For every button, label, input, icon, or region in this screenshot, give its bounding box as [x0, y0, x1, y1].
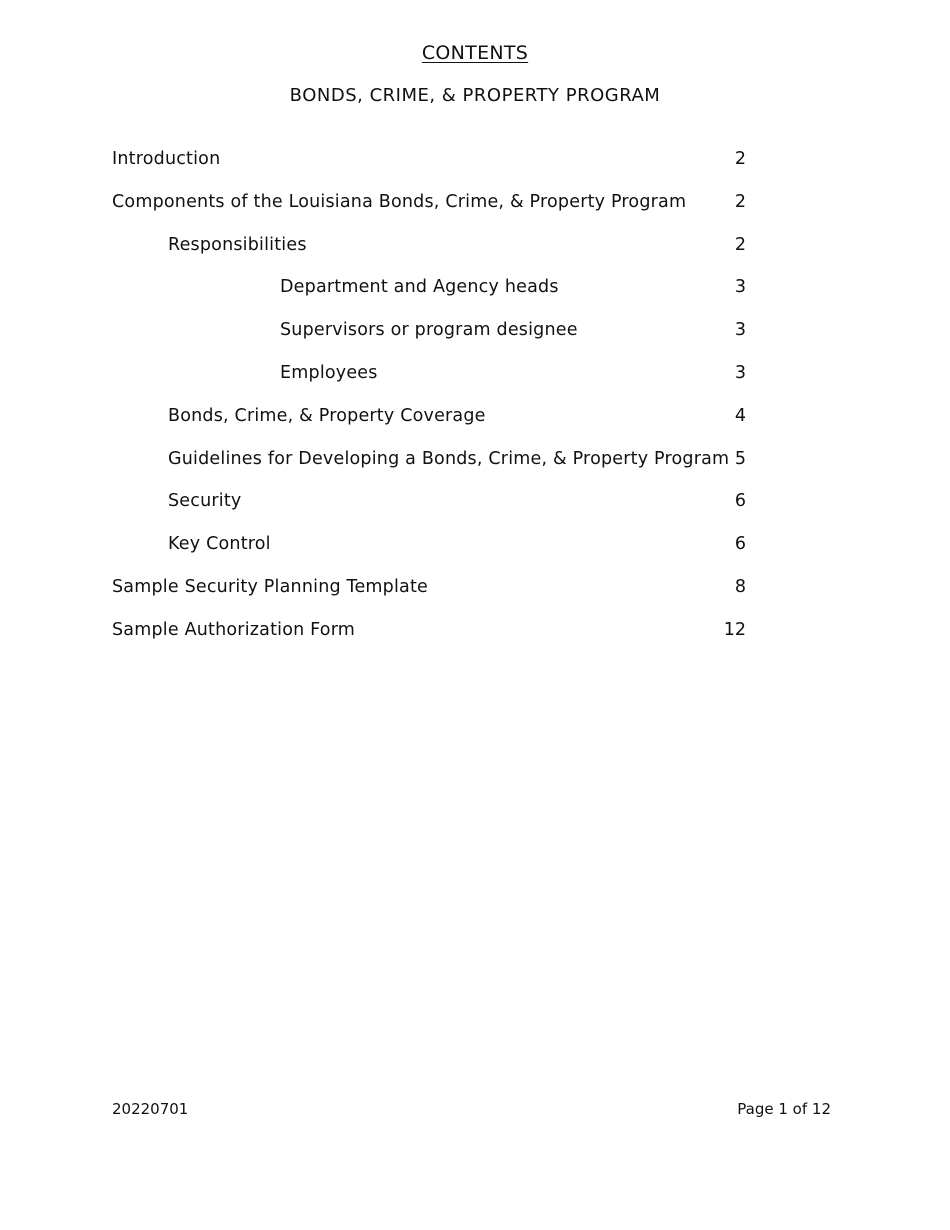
table-of-contents	[112, 146, 752, 660]
toc-entry-label: Key Control	[168, 534, 271, 555]
toc-entry-label: Security	[168, 491, 242, 512]
toc-entry-responsibilities[interactable]	[112, 232, 752, 275]
toc-entry-key-control[interactable]	[112, 531, 752, 574]
toc-entry-label: Responsibilities	[168, 234, 307, 255]
toc-entry-supervisors[interactable]	[112, 317, 752, 360]
toc-entry-label: Introduction	[112, 149, 221, 169]
toc-entry-label: Bonds, Crime, & Property Coverage	[168, 405, 486, 426]
toc-entry-page-number: 4	[734, 405, 746, 426]
toc-entry-page-number: 2	[734, 234, 746, 255]
page-title: CONTENTS	[421, 42, 529, 64]
toc-entry-security[interactable]	[112, 488, 752, 531]
toc-entry-employees[interactable]	[112, 360, 752, 403]
toc-entry-guidelines[interactable]	[112, 446, 752, 489]
toc-entry-label: Guidelines for Developing a Bonds, Crime, & Property Program	[168, 448, 730, 469]
toc-entry-page-number: 2	[734, 149, 746, 169]
toc-entry-label: Supervisors or program designee	[280, 320, 578, 341]
toc-entry-department-agency-heads[interactable]	[112, 274, 752, 317]
toc-entry-components[interactable]	[112, 189, 752, 232]
toc-entry-introduction[interactable]	[112, 146, 752, 189]
toc-entry-label: Components of the Louisiana Bonds, Crime, & Property Program	[112, 191, 687, 212]
footer-document-code: 20220701	[112, 1100, 189, 1118]
toc-entry-page-number: 3	[734, 320, 746, 341]
toc-entry-authorization-form[interactable]	[112, 617, 752, 660]
toc-entry-page-number: 5	[734, 448, 746, 469]
toc-entry-page-number: 6	[734, 534, 746, 555]
toc-entry-page-number: 3	[734, 362, 746, 383]
toc-entry-page-number: 6	[734, 491, 746, 512]
toc-entry-page-number: 8	[734, 576, 746, 597]
toc-entry-label: Sample Authorization Form	[112, 619, 356, 640]
toc-entry-label: Employees	[280, 362, 378, 383]
toc-entry-coverage[interactable]	[112, 403, 752, 446]
toc-entry-security-planning-template[interactable]	[112, 574, 752, 617]
page-subtitle: BONDS, CRIME, & PROPERTY PROGRAM	[289, 85, 661, 106]
footer-page-indicator: Page 1 of 12	[737, 1100, 831, 1118]
toc-entry-page-number: 12	[723, 619, 746, 640]
toc-entry-page-number: 3	[734, 277, 746, 298]
toc-entry-page-number: 2	[734, 191, 746, 212]
toc-entry-label: Sample Security Planning Template	[112, 576, 429, 597]
toc-entry-label: Department and Agency heads	[280, 277, 559, 298]
